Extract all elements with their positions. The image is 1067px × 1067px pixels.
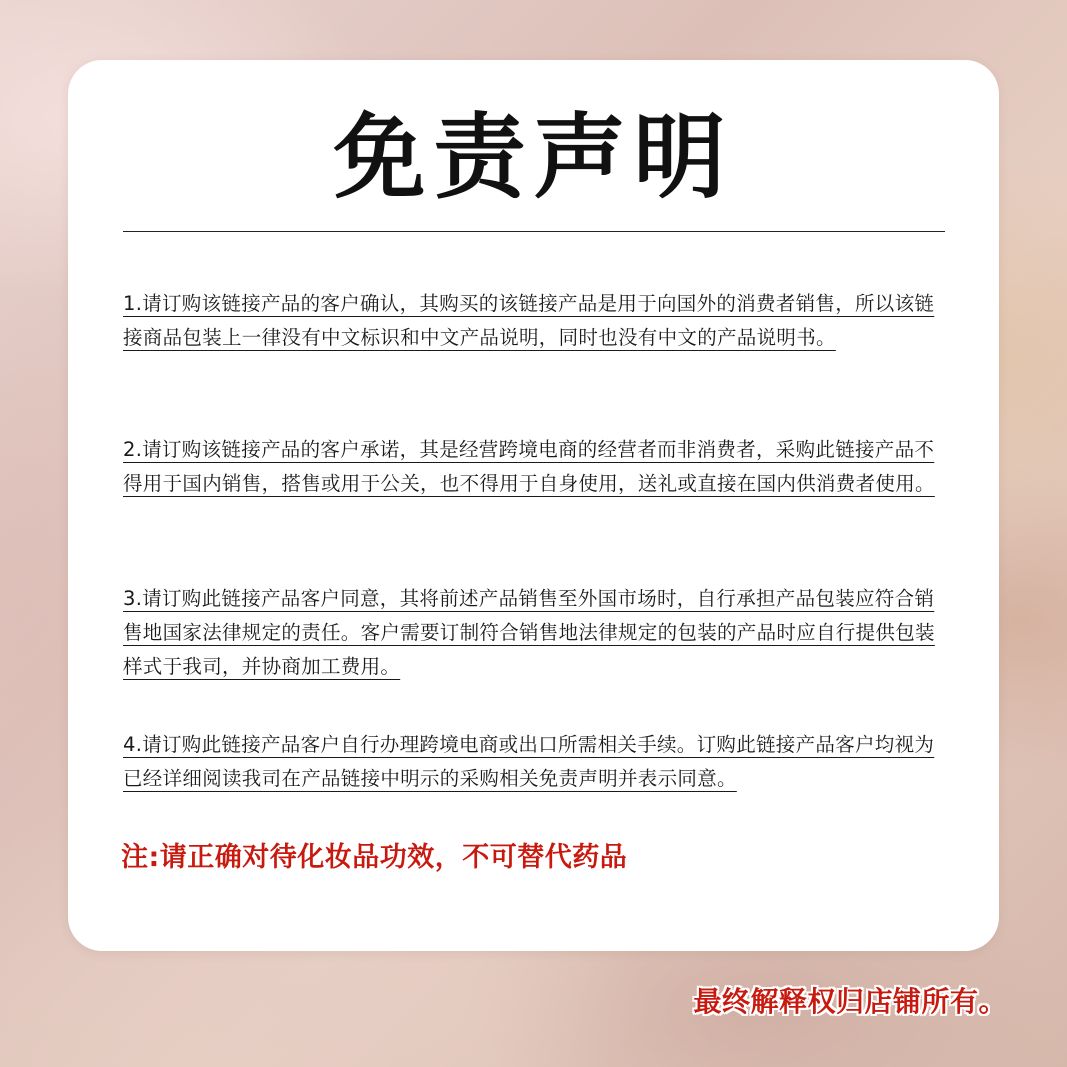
clause-2-text: 2.请订购该链接产品的客户承诺，其是经营跨境电商的经营者而非消费者，采购此链接产品不得用于国内销售，搭售或用于公关，也不得用于自身使用，送礼或直接在国内供消费者使用。 [123, 438, 935, 495]
page-title: 免责声明 [333, 104, 734, 211]
clause-1-text: 1.请订购该链接产品的客户确认，其购买的该链接产品是用于向国外的消费者销售，所以该链接商品包装上一律没有中文标识和中文产品说明，同时也没有中文的产品说明书。 [123, 292, 935, 349]
clause-3-text: 3.请订购此链接产品客户同意，其将前述产品销售至外国市场时，自行承担产品包装应符合销售地国家法律规定的责任。客户需要订制符合销售地法律规定的包装的产品时应自行提供包装样式于我司，并协商加工费用。 [123, 587, 935, 678]
clause-4 [123, 728, 945, 796]
clause-2 [123, 433, 945, 501]
final-interpretation-notice: 最终解释权归店铺所有。 [693, 985, 1007, 1018]
clause-4-text: 4.请订购此链接产品客户自行办理跨境电商或出口所需相关手续。订购此链接产品客户均视为已经详细阅读我司在产品链接中明示的采购相关免责声明并表示同意。 [123, 733, 935, 790]
clause-3 [123, 582, 945, 684]
clause-1 [123, 287, 945, 355]
cosmetics-note: 注:请正确对待化妆品功效，不可替代药品 [121, 842, 628, 873]
title-divider [123, 231, 945, 232]
